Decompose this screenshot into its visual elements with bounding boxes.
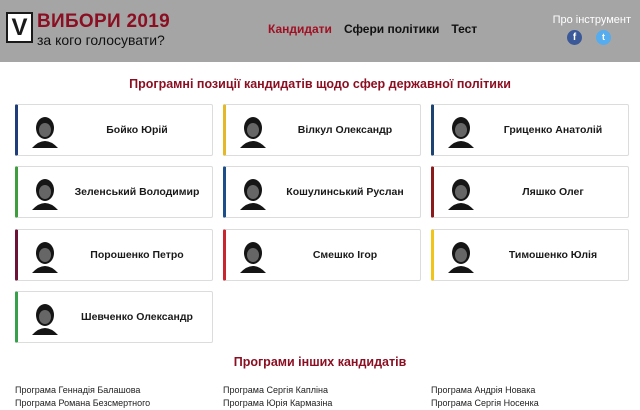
- portrait-icon: [28, 239, 62, 273]
- portrait-icon: [28, 176, 62, 210]
- candidate-name: Зеленський Володимир: [74, 185, 200, 198]
- candidate-name: Гриценко Анатолій: [503, 123, 603, 136]
- portrait-icon: [236, 114, 270, 148]
- program-link[interactable]: Програма Геннадія Балашова: [15, 385, 141, 395]
- program-link[interactable]: Програма Андрія Новака: [431, 385, 536, 395]
- candidate-card[interactable]: [223, 104, 421, 156]
- portrait-icon: [444, 176, 478, 210]
- portrait-icon: [28, 301, 62, 335]
- about-link[interactable]: Про інструмент: [552, 14, 631, 26]
- portrait-icon: [236, 176, 270, 210]
- main-nav: [268, 22, 477, 36]
- portrait-icon: [236, 239, 270, 273]
- candidate-card[interactable]: [431, 166, 629, 218]
- social-links: [553, 30, 631, 45]
- candidate-name: Ляшко Олег: [522, 185, 584, 198]
- candidate-card[interactable]: [431, 229, 629, 281]
- candidate-card[interactable]: [15, 166, 213, 218]
- program-link[interactable]: Програма Сергія Носенка: [431, 398, 539, 408]
- candidate-name: Кошулинський Руслан: [286, 185, 404, 198]
- site-header: [0, 0, 640, 62]
- candidate-card[interactable]: [223, 229, 421, 281]
- candidate-name: Вілкул Олександр: [297, 123, 393, 136]
- logo-title: ВИБОРИ 2019: [37, 11, 170, 32]
- facebook-icon[interactable]: f: [567, 30, 582, 45]
- other-candidates-title: Програми інших кандидатів: [233, 355, 407, 369]
- program-link[interactable]: Програма Сергія Капліна: [223, 385, 328, 395]
- nav-policy-areas[interactable]: Сфери політики: [343, 22, 440, 36]
- candidate-name: Смешко Ігор: [312, 248, 378, 261]
- portrait-icon: [444, 239, 478, 273]
- logo-subtitle: за кого голосувати?: [37, 32, 165, 48]
- portrait-icon: [444, 114, 478, 148]
- about-block: [553, 14, 631, 45]
- candidate-name: Бойко Юрій: [106, 123, 168, 136]
- candidate-card[interactable]: [223, 166, 421, 218]
- candidate-card[interactable]: [15, 104, 213, 156]
- site-logo[interactable]: [6, 12, 170, 48]
- candidate-card[interactable]: [431, 104, 629, 156]
- candidates-section-title: Програмні позиції кандидатів щодо сфер державної політики: [129, 77, 511, 91]
- logo-mark: V: [6, 12, 33, 43]
- nav-test[interactable]: Тест: [451, 22, 478, 36]
- candidate-card[interactable]: [15, 291, 213, 343]
- candidate-name: Тимошенко Юлія: [508, 248, 598, 261]
- candidate-name: Шевченко Олександр: [81, 310, 193, 323]
- candidate-card[interactable]: [15, 229, 213, 281]
- twitter-icon[interactable]: t: [596, 30, 611, 45]
- program-link[interactable]: Програма Романа Безсмертного: [15, 398, 151, 408]
- portrait-icon: [28, 114, 62, 148]
- nav-candidates[interactable]: Кандидати: [268, 22, 332, 36]
- candidate-name: Порошенко Петро: [90, 248, 184, 261]
- program-link[interactable]: Програма Юрія Кармазіна: [223, 398, 333, 408]
